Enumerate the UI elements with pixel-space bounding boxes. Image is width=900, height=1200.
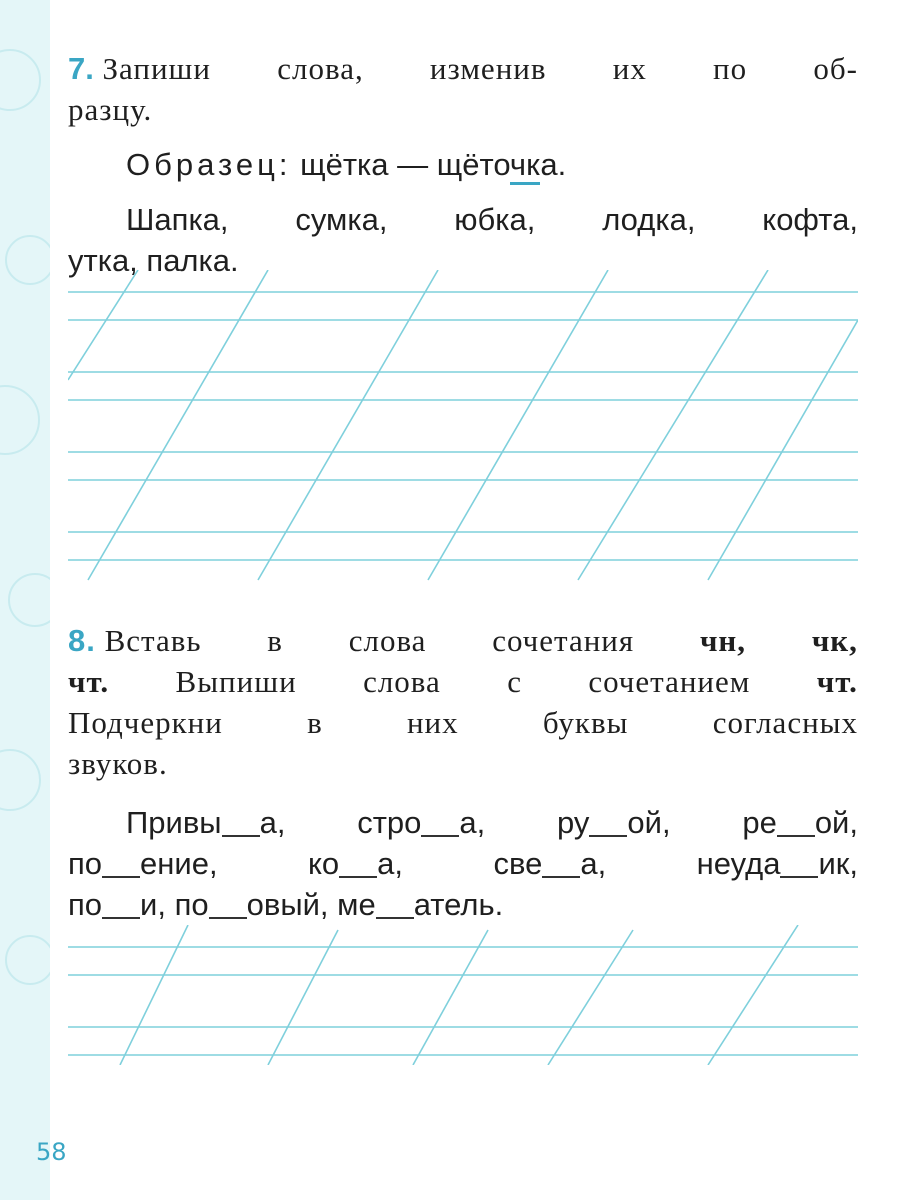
task-7 (68, 48, 858, 281)
example-text-b: чк (510, 147, 540, 185)
task-8-line1 (68, 620, 858, 661)
exercise-word: по и, (68, 887, 166, 922)
page-number: 58 (36, 1138, 67, 1166)
task-8-line3 (68, 702, 858, 743)
blank[interactable] (589, 807, 627, 837)
exercise-word: ру ой, (557, 805, 671, 840)
exercise-line-3 (68, 884, 858, 925)
bold-word: чк, (811, 623, 858, 658)
writing-lines-task-8[interactable] (68, 925, 858, 1065)
word: кофта, (762, 202, 858, 237)
word: их (612, 51, 647, 86)
task-7-example (68, 144, 858, 185)
blank[interactable] (209, 889, 247, 919)
word: изменив (429, 51, 547, 86)
task-8-line2 (68, 661, 858, 702)
task-7-words-line1 (68, 199, 858, 240)
word: сочетанием (588, 664, 751, 699)
example-label: Образец: (126, 147, 292, 182)
exercise-line-2 (68, 843, 858, 884)
exercise-word: неуда ик, (696, 846, 858, 881)
example-text-a: щётка — щёто (300, 147, 510, 182)
bold-word: чт. (68, 664, 110, 699)
task-8 (68, 620, 858, 925)
word: Выпиши (175, 664, 297, 699)
word: слова (348, 623, 427, 658)
word: Вставь (104, 623, 202, 658)
task-7-words-line2: утка, палка. (68, 243, 239, 278)
task-8-line4: звуков. (68, 746, 168, 781)
blank[interactable] (102, 848, 140, 878)
word: буквы (542, 705, 629, 740)
blank[interactable] (376, 889, 414, 919)
word: лодка, (602, 202, 696, 237)
exercise-word: ме атель. (337, 887, 504, 922)
exercise-word: Привы а, (126, 805, 286, 840)
blank[interactable] (777, 807, 815, 837)
bold-word: чт. (816, 664, 858, 699)
bold-word: чн, (699, 623, 747, 658)
word: сочетания (492, 623, 635, 658)
word: Запиши (102, 51, 212, 86)
left-decorative-band (0, 0, 50, 1200)
task-7-number: 7. (68, 51, 94, 86)
word: по (713, 51, 748, 86)
blank[interactable] (780, 848, 818, 878)
exercise-word: по ение, (68, 846, 218, 881)
exercise-word: ко а, (308, 846, 404, 881)
word: в (307, 705, 323, 740)
exercise-word: стро а, (357, 805, 486, 840)
word: них (406, 705, 459, 740)
word: с (507, 664, 522, 699)
task-7-instruction-line2: разцу. (68, 92, 153, 127)
blank[interactable] (222, 807, 260, 837)
blank[interactable] (421, 807, 459, 837)
example-text-c: а. (540, 147, 567, 182)
task-8-number: 8. (68, 623, 96, 658)
word: юбка, (454, 202, 536, 237)
writing-lines-task-7[interactable] (68, 270, 858, 590)
word: об- (813, 51, 858, 86)
blank[interactable] (102, 889, 140, 919)
exercise-word: ре ой, (742, 805, 858, 840)
task-7-instruction-line1 (68, 48, 858, 89)
word: слова, (277, 51, 364, 86)
word: в (267, 623, 283, 658)
decorative-pattern (0, 0, 50, 1200)
exercise-word: по овый, (174, 887, 329, 922)
exercise-line-1 (68, 802, 858, 843)
exercise-word: све а, (493, 846, 607, 881)
word: слова (363, 664, 441, 699)
word: согласных (712, 705, 858, 740)
word: Шапка, (126, 202, 229, 237)
word: сумка, (295, 202, 388, 237)
word: Подчеркни (68, 705, 223, 740)
blank[interactable] (542, 848, 580, 878)
blank[interactable] (339, 848, 377, 878)
